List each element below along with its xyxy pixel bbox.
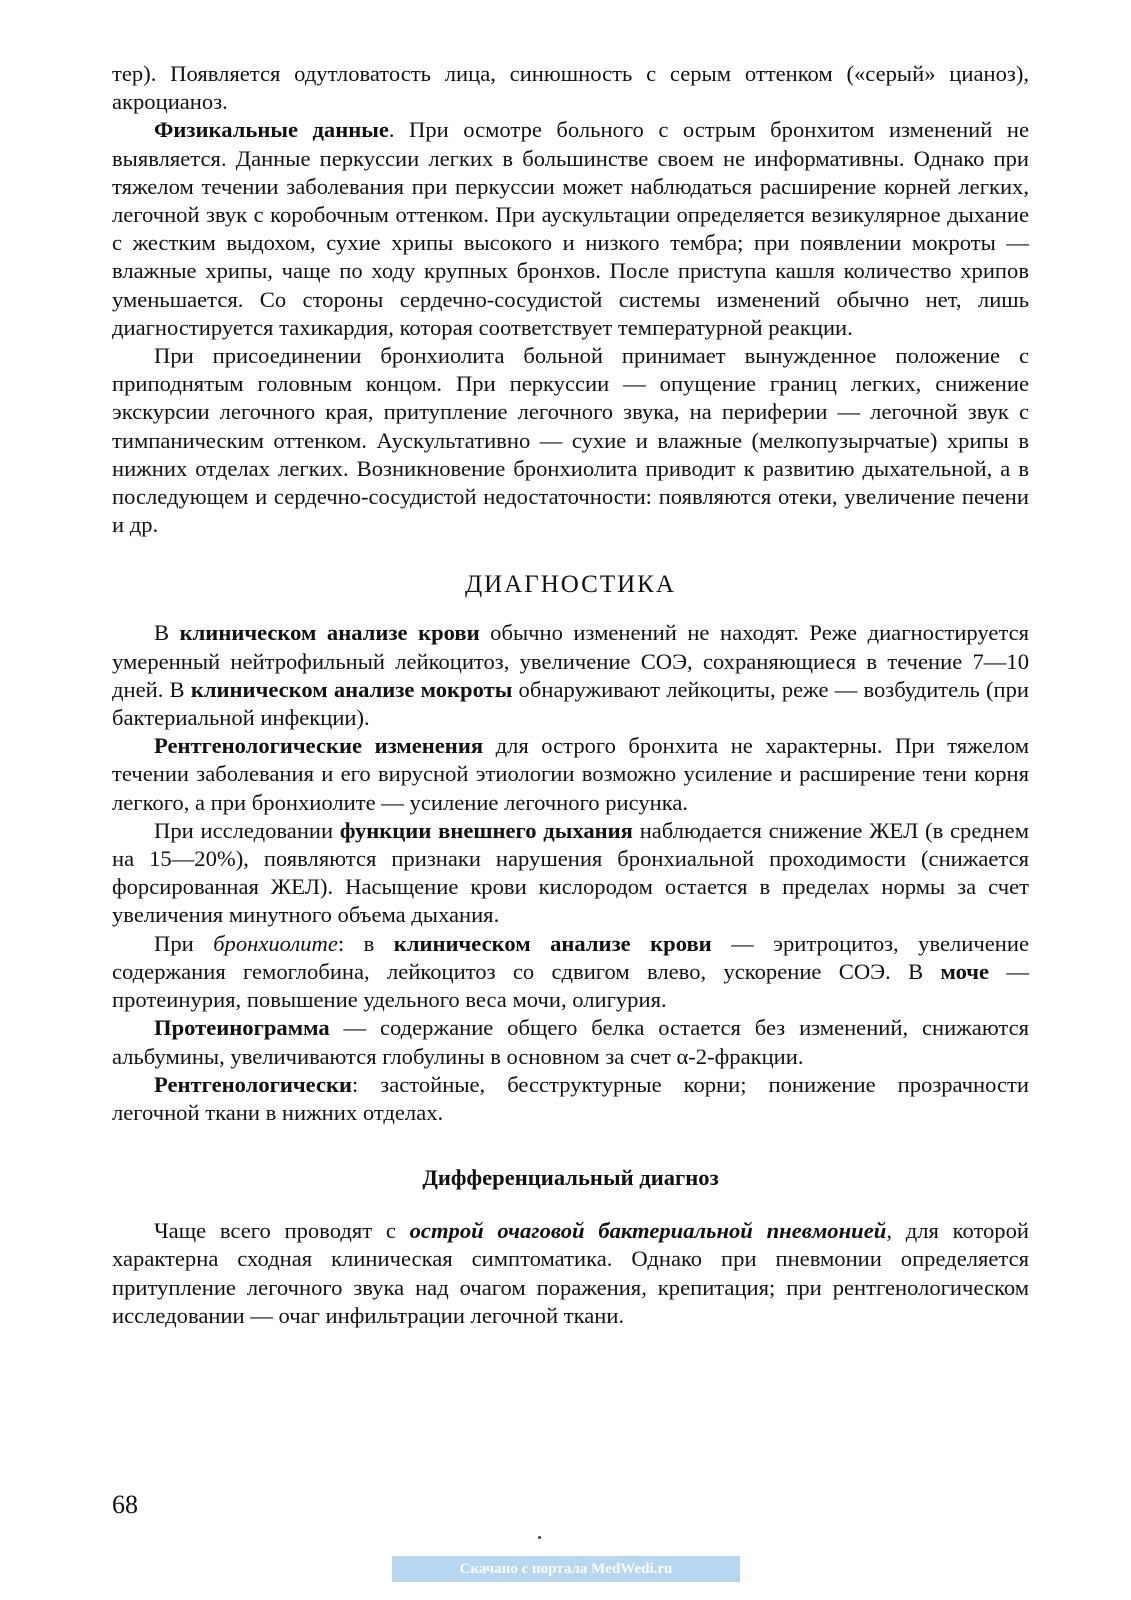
- text-fragment: При исследовании: [154, 817, 340, 843]
- paragraph-intro: тер). Появляется одутловатость лица, синюшность с серым оттенком («серый» цианоз), акроцианоз.: [112, 61, 1029, 115]
- text-physical-findings: . При осмотре больного с острым бронхитом изменений не выявляется. Данные перкуссии легких в большинстве своем не информативны. Однако при тяжелом течении заболевания при перкуссии может наблюдаться расширение корней легких, легочной звук с коробочным оттенком. При аускультации определяется везикулярное дыхание с жестким выдохом, сухие хрипы высокого и низкого тембра; при появлении мокроты — влажные хрипы, чаще по ходу крупных бронхов. После приступа кашля количество хрипов уменьшается. Со стороны сердечно-сосудистой системы изменений обычно нет, лишь диагностируется тахикардия, которая соответствует температурной реакции.: [112, 117, 1029, 340]
- text-fragment: обнаруживают лейкоциты, реже — возбудитель (при бактериальной инфекции).: [112, 676, 1029, 731]
- term-physical-findings: Физикальные данные: [154, 117, 389, 143]
- term-respiratory-function: функции внешнего дыхания: [339, 817, 633, 843]
- paragraph-blood-analysis: [112, 619, 1029, 732]
- term-bronchiolitis: бронхиолите: [213, 930, 338, 956]
- page-body: [112, 60, 1029, 1330]
- text-fragment: : в: [337, 930, 394, 956]
- text-fragment: обычно изменений не находят. Реже диагностируется умеренный нейтрофильный лейкоцитоз, увеличение СОЭ, сохраняющиеся в течение 7—10 дней. В: [112, 620, 1030, 702]
- term-xray-changes: Рентгенологические изменения: [154, 733, 484, 759]
- text-fragment: При: [154, 930, 214, 956]
- term-blood-analysis: клиническом анализе крови: [179, 620, 480, 646]
- term-sputum-analysis: клиническом анализе мокроты: [190, 676, 513, 702]
- text-fragment: : застойные, бесструктурные корни; понижение прозрачности легочной ткани в нижних отделах.: [112, 1071, 1029, 1125]
- paragraph-xray-changes: [112, 732, 1029, 817]
- paragraph-physical-findings: [112, 116, 1029, 342]
- section-heading-diagnostics: ДИАГНОСТИКА: [465, 571, 676, 599]
- paragraph-proteinogram: [112, 1014, 1029, 1070]
- paragraph-bronchiolitis: При присоединении бронхиолита больной принимает вынужденное положение с приподнятым головным концом. При перкуссии — опущение границ легких, снижение экскурсии легочного края, притупление легочного звука, на периферии — легочной звук с тимпаническим оттенком. Аускультативно — сухие и влажные (мелкопузырчатые) хрипы в нижних отделах легких. Возникновение бронхиолита приводит к развитию дыхательной, а в последующем и сердечно-сосудистой недостаточности: появляются отеки, увеличение печени и др.: [112, 343, 1029, 538]
- text-fragment: — протеинурия, повышение удельного веса мочи, олигурия.: [112, 958, 1029, 1013]
- text-fragment: , для которой характерна сходная клиническая симптоматика. Однако при пневмонии определяется притупление легочного звука над очагом поражения, крепитация; при рентгенологическом исследовании — очаг инфильтрации легочной ткани.: [112, 1218, 1029, 1328]
- page-number: 68: [112, 1490, 138, 1519]
- term-pneumonia: острой очаговой бактериальной пневмонией: [409, 1218, 887, 1244]
- paragraph-radiological: [112, 1071, 1029, 1127]
- text-fragment: В: [154, 620, 180, 646]
- text-fragment: — содержание общего белка остается без изменений, снижаются альбумины, увеличиваются глобулины в основном за счет α-2-фракции.: [112, 1015, 1029, 1069]
- subsection-heading-differential: Дифференциальный диагноз: [422, 1165, 719, 1191]
- text-fragment: наблюдается снижение ЖЕЛ (в среднем на 15—20%), появляются признаки нарушения бронхиальной проходимости (снижается форсированная ЖЕЛ). Насыщение крови кислородом остается в пределах нормы за счет увеличения минутного объема дыхания.: [112, 817, 1029, 928]
- watermark-banner: Скачано с портала MedWedi.ru: [392, 1556, 740, 1582]
- text-fragment: — эритроцитоз, увеличение содержания гемоглобина, лейкоцитоз со сдвигом влево, ускорение СОЭ. В: [112, 930, 1030, 984]
- term-blood-analysis-2: клиническом анализе крови: [393, 930, 712, 956]
- term-radiological: Рентгенологически: [154, 1071, 353, 1097]
- term-proteinogram: Протеинограмма: [154, 1015, 330, 1041]
- paragraph-bronchiolitis-labs: [112, 930, 1029, 1015]
- print-dot: [538, 1536, 541, 1539]
- paragraph-respiratory-function: [112, 817, 1029, 930]
- term-urine: моче: [940, 958, 990, 984]
- text-fragment: для острого бронхита не характерны. При тяжелом течении заболевания и его вирусной этиологии возможно усиление и расширение тени корня легкого, а при бронхиолите — усиление легочного рисунка.: [112, 733, 1029, 815]
- text-fragment: Чаще всего проводят с: [154, 1218, 410, 1244]
- paragraph-differential: [112, 1217, 1029, 1330]
